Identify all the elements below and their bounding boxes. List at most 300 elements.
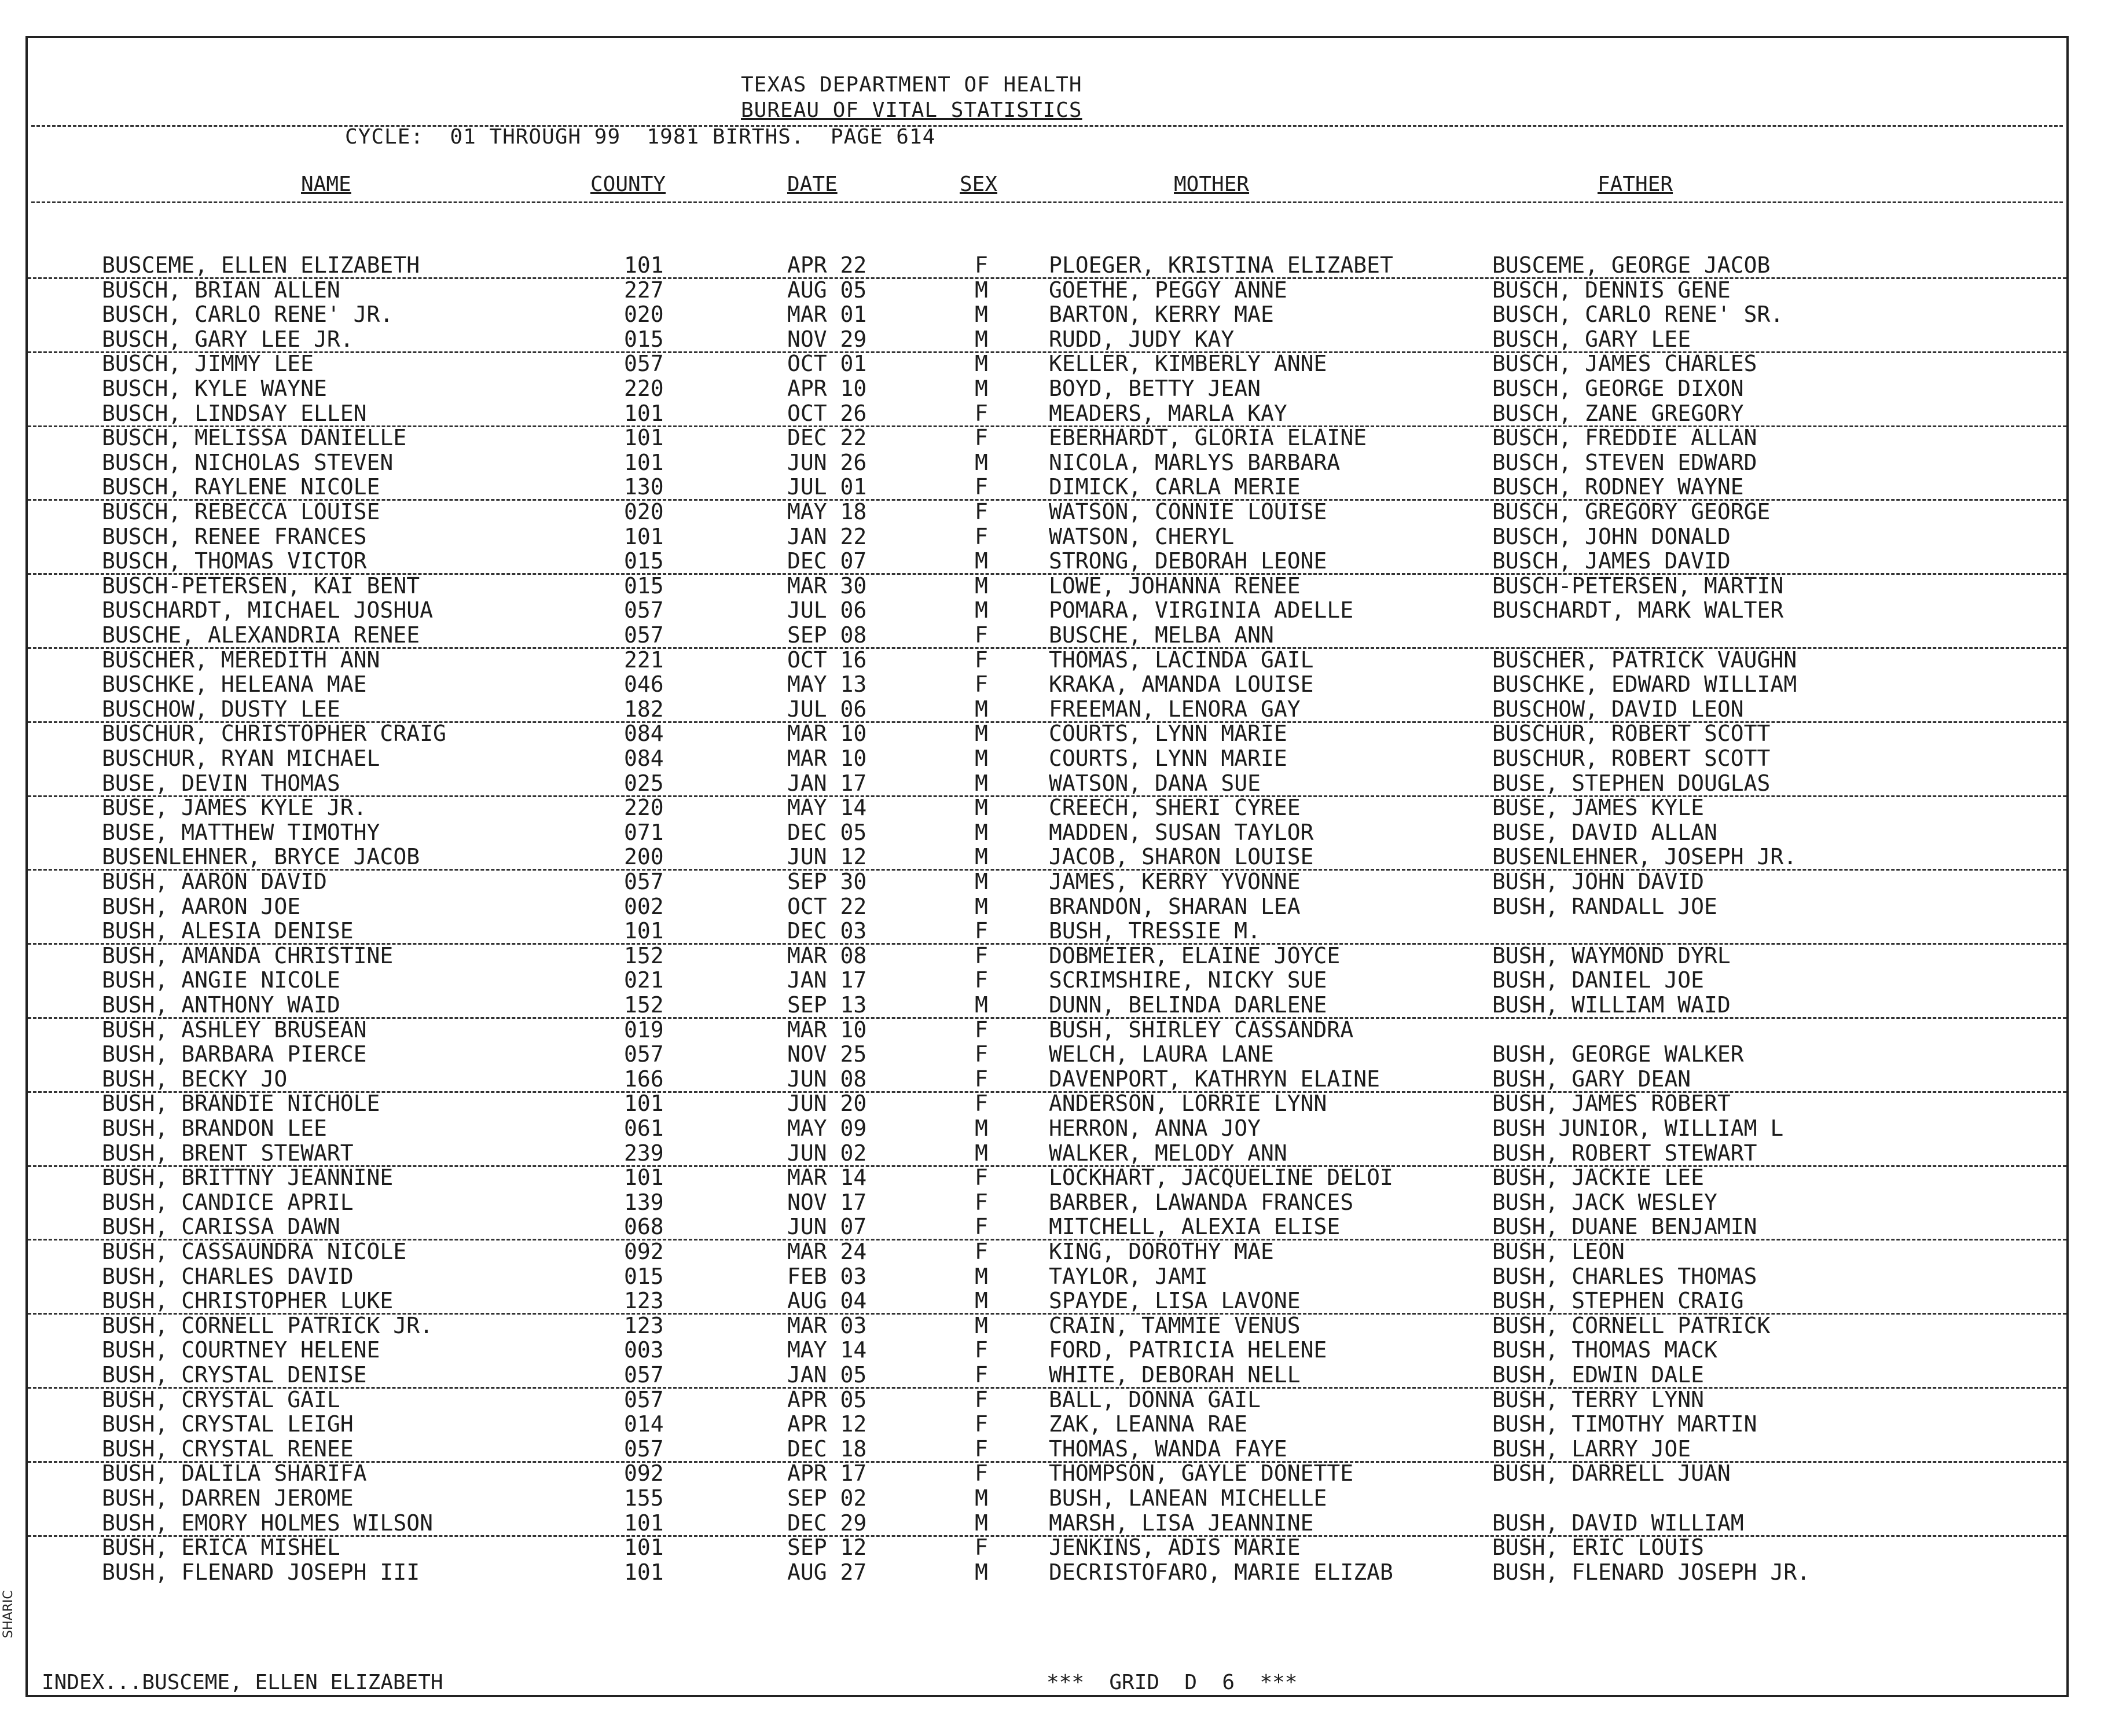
cell-county: 101 [624, 449, 664, 475]
cell-mother: MARSH, LISA JEANNINE [1049, 1510, 1314, 1536]
cell-father: BUSH, DANIEL JOE [1492, 967, 1705, 993]
cell-mother: BUSCHE, MELBA ANN [1049, 622, 1274, 648]
table-row [28, 401, 2066, 427]
cell-name: BUSH, BRANDON LEE [102, 1115, 327, 1141]
cell-county: 003 [624, 1337, 664, 1363]
cell-mother: WATSON, CHERYL [1049, 523, 1235, 549]
cell-mother: BARTON, KERRY MAE [1049, 302, 1274, 328]
table-row [28, 943, 2066, 968]
cell-father: BUSCH, FREDDIE ALLAN [1492, 425, 1757, 451]
table-row [28, 1041, 2066, 1066]
cell-mother: WATSON, DANA SUE [1049, 770, 1261, 796]
table-row [28, 820, 2066, 845]
cell-name: BUSCH, LINDSAY ELLEN [102, 400, 367, 426]
cell-county: 200 [624, 844, 664, 870]
cell-father: BUSCH, DENNIS GENE [1492, 277, 1731, 303]
table-row [28, 1165, 2066, 1190]
cell-date: NOV 25 [787, 1041, 867, 1067]
cell-mother: BARBER, LAWANDA FRANCES [1049, 1189, 1354, 1215]
cell-name: BUSE, JAMES KYLE JR. [102, 795, 367, 821]
cell-mother: STRONG, DEBORAH LEONE [1049, 548, 1327, 574]
cell-sex: F [975, 1411, 988, 1437]
cell-sex: M [975, 1263, 988, 1289]
cell-sex: F [975, 647, 988, 673]
cell-sex: M [975, 572, 988, 599]
column-divider [31, 201, 2063, 203]
table-row [28, 573, 2066, 598]
table-row [28, 450, 2066, 475]
cell-name: BUSCH, CARLO RENE' JR. [102, 302, 394, 328]
cell-mother: DOBMEIER, ELAINE JOYCE [1049, 942, 1341, 968]
cell-mother: EBERHARDT, GLORIA ELAINE [1049, 425, 1367, 451]
table-row [28, 696, 2066, 723]
cell-name: BUSH, BRITTNY JEANNINE [102, 1165, 394, 1191]
cell-name: BUSH, ASHLEY BRUSEAN [102, 1016, 367, 1043]
cell-county: 068 [624, 1214, 664, 1240]
cell-father: BUSCH, ZANE GREGORY [1492, 400, 1744, 426]
cell-county: 020 [624, 499, 664, 524]
cell-name: BUSH, ANTHONY WAID [102, 992, 340, 1018]
cell-date: OCT 26 [787, 400, 867, 426]
cell-father: BUSH, JOHN DAVID [1492, 869, 1705, 894]
table-row [28, 1510, 2066, 1537]
cell-father: BUSH, WAYMOND DYRL [1492, 942, 1731, 968]
table-row [28, 425, 2066, 450]
table-row [28, 1115, 2066, 1140]
col-date: DATE [787, 173, 838, 196]
cell-father: BUSH, WILLIAM WAID [1492, 992, 1731, 1018]
table-row [28, 1313, 2066, 1338]
cell-date: APR 22 [787, 252, 867, 278]
cell-name: BUSCH, JIMMY LEE [102, 351, 314, 377]
cell-name: BUSH, CASSAUNDRA NICOLE [102, 1239, 407, 1264]
cell-date: NOV 17 [787, 1189, 867, 1215]
cell-name: BUSH, CRYSTAL RENEE [102, 1436, 354, 1462]
table-row [28, 277, 2066, 302]
cell-county: 061 [624, 1115, 664, 1141]
cell-date: MAR 03 [787, 1312, 867, 1338]
cell-father: BUSH, THOMAS MACK [1492, 1337, 1717, 1363]
cell-mother: TAYLOR, JAMI [1049, 1263, 1208, 1289]
cell-father: BUSCH, GEORGE DIXON [1492, 376, 1744, 401]
cell-father: BUSH, JAMES ROBERT [1492, 1091, 1731, 1117]
cell-name: BUSH, FLENARD JOSEPH III [102, 1559, 420, 1585]
cell-mother: BUSH, SHIRLEY CASSANDRA [1049, 1016, 1354, 1043]
cell-county: 092 [624, 1239, 664, 1264]
cell-sex: F [975, 474, 988, 500]
cell-date: JUL 06 [787, 597, 867, 623]
cell-county: 057 [624, 1436, 664, 1462]
cell-father: BUSCHER, PATRICK VAUGHN [1492, 647, 1797, 673]
cell-sex: M [975, 326, 988, 352]
cell-name: BUSCHARDT, MICHAEL JOSHUA [102, 597, 433, 623]
cell-county: 101 [624, 425, 664, 451]
cell-date: JUN 07 [787, 1214, 867, 1240]
cell-mother: DECRISTOFARO, MARIE ELIZAB [1049, 1559, 1393, 1585]
cell-father: BUSH, JACKIE LEE [1492, 1165, 1705, 1191]
cell-sex: F [975, 1214, 988, 1240]
cell-date: DEC 05 [787, 819, 867, 845]
cell-father: BUSH, GARY DEAN [1492, 1066, 1691, 1092]
cell-father: BUSH JUNIOR, WILLIAM L [1492, 1115, 1784, 1141]
cell-sex: M [975, 1312, 988, 1338]
cell-county: 025 [624, 770, 664, 796]
cell-name: BUSE, DEVIN THOMAS [102, 770, 340, 796]
cell-sex: F [975, 1189, 988, 1215]
cell-father: BUSCHUR, ROBERT SCOTT [1492, 721, 1771, 747]
cell-date: SEP 12 [787, 1535, 867, 1561]
cell-father: BUSCH, RODNEY WAYNE [1492, 474, 1744, 500]
cell-county: 015 [624, 572, 664, 599]
cell-mother: FREEMAN, LENORA GAY [1049, 696, 1301, 722]
cell-father: BUSCH, CARLO RENE' SR. [1492, 302, 1784, 328]
table-row [28, 844, 2066, 871]
cell-father: BUSCEME, GEORGE JACOB [1492, 252, 1771, 278]
cell-mother: KELLER, KIMBERLY ANNE [1049, 351, 1327, 377]
cell-name: BUSH, AMANDA CHRISTINE [102, 942, 394, 968]
cell-father: BUSH, GEORGE WALKER [1492, 1041, 1744, 1067]
cell-date: AUG 27 [787, 1559, 867, 1585]
cell-county: 015 [624, 326, 664, 352]
table-row [28, 1091, 2066, 1115]
table-row [28, 302, 2066, 326]
cell-county: 057 [624, 597, 664, 623]
cell-sex: F [975, 1016, 988, 1043]
cell-father: BUSH, EDWIN DALE [1492, 1362, 1705, 1388]
cell-county: 182 [624, 696, 664, 722]
cell-name: BUSCHOW, DUSTY LEE [102, 696, 340, 722]
cell-name: BUSCH, BRIAN ALLEN [102, 277, 340, 303]
cell-county: 139 [624, 1189, 664, 1215]
cell-sex: F [975, 425, 988, 451]
cell-father: BUSCHUR, ROBERT SCOTT [1492, 746, 1771, 771]
cell-sex: M [975, 449, 988, 475]
table-row [28, 1214, 2066, 1240]
index-footer: INDEX...BUSCEME, ELLEN ELIZABETH [42, 1671, 443, 1694]
record-sheet [25, 36, 2069, 1697]
cell-county: 057 [624, 351, 664, 377]
cell-date: JAN 05 [787, 1362, 867, 1388]
cell-name: BUSCH, RENEE FRANCES [102, 523, 367, 549]
cell-sex: F [975, 671, 988, 698]
cell-mother: JENKINS, ADIS MARIE [1049, 1535, 1301, 1561]
cell-father: BUSENLEHNER, JOSEPH JR. [1492, 844, 1797, 870]
cell-name: BUSH, CRYSTAL LEIGH [102, 1411, 354, 1437]
cell-name: BUSH, DALILA SHARIFA [102, 1460, 367, 1487]
cell-sex: F [975, 1041, 988, 1067]
cell-sex: F [975, 1239, 988, 1264]
cell-county: 130 [624, 474, 664, 500]
cell-name: BUSH, CHARLES DAVID [102, 1263, 354, 1289]
cycle-line: CYCLE: 01 THROUGH 99 1981 BIRTHS. PAGE 614 [345, 125, 936, 149]
col-father: FATHER [1598, 173, 1673, 196]
cell-sex: M [975, 819, 988, 845]
cell-mother: BALL, DONNA GAIL [1049, 1386, 1261, 1412]
cell-mother: BUSH, LANEAN MICHELLE [1049, 1485, 1327, 1511]
cell-county: 019 [624, 1016, 664, 1043]
cell-father: BUSH, FLENARD JOSEPH JR. [1492, 1559, 1811, 1585]
cell-name: BUSCHUR, RYAN MICHAEL [102, 746, 380, 771]
cell-father: BUSCH, GREGORY GEORGE [1492, 499, 1771, 524]
cell-date: JUN 12 [787, 844, 867, 870]
cell-mother: WHITE, DEBORAH NELL [1049, 1362, 1301, 1388]
cell-mother: MITCHELL, ALEXIA ELISE [1049, 1214, 1341, 1240]
cell-county: 101 [624, 1559, 664, 1585]
cell-date: OCT 01 [787, 351, 867, 377]
table-row [28, 548, 2066, 575]
cell-name: BUSH, BARBARA PIERCE [102, 1041, 367, 1067]
cell-sex: F [975, 622, 988, 648]
cell-mother: RUDD, JUDY KAY [1049, 326, 1235, 352]
cell-mother: BUSH, TRESSIE M. [1049, 918, 1261, 944]
cell-father: BUSH, TIMOTHY MARTIN [1492, 1411, 1757, 1437]
cell-name: BUSCH, THOMAS VICTOR [102, 548, 367, 574]
cell-name: BUSH, CRYSTAL DENISE [102, 1362, 367, 1388]
cell-county: 101 [624, 1535, 664, 1561]
cell-name: BUSCH, GARY LEE JR. [102, 326, 354, 352]
cell-mother: ZAK, LEANNA RAE [1049, 1411, 1248, 1437]
table-row [28, 351, 2066, 376]
cell-father: BUSCHARDT, MARK WALTER [1492, 597, 1784, 623]
table-row [28, 1535, 2066, 1559]
cell-father: BUSH, CHARLES THOMAS [1492, 1263, 1757, 1289]
cell-name: BUSCH, MELISSA DANIELLE [102, 425, 407, 451]
cell-date: MAY 14 [787, 795, 867, 821]
cell-sex: M [975, 721, 988, 747]
cell-county: 015 [624, 548, 664, 574]
grid-footer: *** GRID D 6 *** [1047, 1671, 1298, 1694]
cell-date: SEP 02 [787, 1485, 867, 1511]
cell-sex: F [975, 1091, 988, 1117]
table-row [28, 1264, 2066, 1289]
table-row [28, 622, 2066, 649]
cell-sex: M [975, 795, 988, 821]
cell-father: BUSCH, JAMES DAVID [1492, 548, 1731, 574]
cell-date: SEP 13 [787, 992, 867, 1018]
cell-name: BUSH, CRYSTAL GAIL [102, 1386, 340, 1412]
cell-county: 101 [624, 1091, 664, 1117]
cell-date: MAY 13 [787, 671, 867, 698]
cell-name: BUSCH-PETERSEN, KAI BENT [102, 572, 420, 599]
cell-name: BUSCEME, ELLEN ELIZABETH [102, 252, 420, 278]
cell-county: 046 [624, 671, 664, 698]
cell-county: 155 [624, 1485, 664, 1511]
cell-sex: M [975, 844, 988, 870]
cell-county: 152 [624, 992, 664, 1018]
cell-father: BUSH, ROBERT STEWART [1492, 1140, 1757, 1166]
cell-father: BUSH, ERIC LOUIS [1492, 1535, 1705, 1561]
cell-father: BUSH, JACK WESLEY [1492, 1189, 1717, 1215]
table-row [28, 746, 2066, 770]
cell-date: JUN 02 [787, 1140, 867, 1166]
cell-mother: NICOLA, MARLYS BARBARA [1049, 449, 1341, 475]
cell-date: MAR 24 [787, 1239, 867, 1264]
cell-sex: M [975, 1559, 988, 1585]
table-row [28, 1288, 2066, 1315]
cell-date: MAY 18 [787, 499, 867, 524]
cell-father: BUSH, CORNELL PATRICK [1492, 1312, 1771, 1338]
cell-date: JUL 06 [787, 696, 867, 722]
cell-sex: F [975, 1362, 988, 1388]
cell-county: 123 [624, 1312, 664, 1338]
cell-mother: WALKER, MELODY ANN [1049, 1140, 1287, 1166]
cell-county: 014 [624, 1411, 664, 1437]
cell-mother: POMARA, VIRGINIA ADELLE [1049, 597, 1354, 623]
cell-mother: FORD, PATRICIA HELENE [1049, 1337, 1327, 1363]
cell-mother: WELCH, LAURA LANE [1049, 1041, 1274, 1067]
cell-date: OCT 16 [787, 647, 867, 673]
cell-sex: M [975, 770, 988, 796]
table-row [28, 597, 2066, 622]
cell-county: 101 [624, 1165, 664, 1191]
cell-date: DEC 03 [787, 918, 867, 944]
cell-name: BUSE, MATTHEW TIMOTHY [102, 819, 380, 845]
table-row [28, 252, 2066, 279]
cell-father: BUSCHKE, EDWARD WILLIAM [1492, 671, 1797, 698]
cell-name: BUSENLEHNER, BRYCE JACOB [102, 844, 420, 870]
cell-sex: F [975, 1460, 988, 1487]
cell-mother: THOMPSON, GAYLE DONETTE [1049, 1460, 1354, 1487]
cell-name: BUSCH, NICHOLAS STEVEN [102, 449, 394, 475]
cell-sex: M [975, 351, 988, 377]
cell-county: 101 [624, 252, 664, 278]
cell-mother: BOYD, BETTY JEAN [1049, 376, 1261, 401]
table-row [28, 326, 2066, 353]
cell-date: AUG 05 [787, 277, 867, 303]
table-row [28, 1460, 2066, 1485]
cell-county: 221 [624, 647, 664, 673]
cell-sex: F [975, 1386, 988, 1412]
cell-date: OCT 22 [787, 893, 867, 919]
cell-sex: F [975, 499, 988, 524]
cell-name: BUSCH, REBECCA LOUISE [102, 499, 380, 524]
table-row [28, 795, 2066, 820]
cell-date: DEC 18 [787, 1436, 867, 1462]
cell-mother: CREECH, SHERI CYREE [1049, 795, 1301, 821]
cell-sex: M [975, 277, 988, 303]
cell-mother: LOCKHART, JACQUELINE DELOI [1049, 1165, 1393, 1191]
cell-name: BUSH, ANGIE NICOLE [102, 967, 340, 993]
cell-name: BUSH, ERICA MISHEL [102, 1535, 340, 1561]
cell-father: BUSH, TERRY LYNN [1492, 1386, 1705, 1412]
cell-mother: COURTS, LYNN MARIE [1049, 746, 1287, 771]
cell-date: JUN 20 [787, 1091, 867, 1117]
cell-name: BUSH, COURTNEY HELENE [102, 1337, 380, 1363]
table-row [28, 1140, 2066, 1167]
table-row [28, 376, 2066, 401]
cell-county: 092 [624, 1460, 664, 1487]
cell-county: 084 [624, 746, 664, 771]
cell-name: BUSCHER, MEREDITH ANN [102, 647, 380, 673]
table-row [28, 894, 2066, 919]
cell-name: BUSH, ALESIA DENISE [102, 918, 354, 944]
cell-sex: M [975, 746, 988, 771]
table-row [28, 1066, 2066, 1093]
cell-name: BUSH, CARISSA DAWN [102, 1214, 340, 1240]
cell-county: 084 [624, 721, 664, 747]
cell-date: MAR 10 [787, 721, 867, 747]
table-row [28, 1485, 2066, 1510]
cell-sex: M [975, 1288, 988, 1314]
cell-date: JAN 22 [787, 523, 867, 549]
cell-date: MAY 09 [787, 1115, 867, 1141]
cell-father: BUSCH, JOHN DONALD [1492, 523, 1731, 549]
cell-mother: DIMICK, CARLA MERIE [1049, 474, 1301, 500]
cell-sex: M [975, 893, 988, 919]
cell-sex: M [975, 992, 988, 1018]
cell-date: JAN 17 [787, 770, 867, 796]
table-row [28, 1436, 2066, 1463]
cell-date: MAR 10 [787, 1016, 867, 1043]
cell-date: MAR 08 [787, 942, 867, 968]
cell-name: BUSCH, RAYLENE NICOLE [102, 474, 380, 500]
cell-father: BUSH, DUANE BENJAMIN [1492, 1214, 1757, 1240]
cell-date: DEC 22 [787, 425, 867, 451]
cell-sex: F [975, 1535, 988, 1561]
cell-mother: DAVENPORT, KATHRYN ELAINE [1049, 1066, 1380, 1092]
table-row [28, 967, 2066, 992]
table-row [28, 1411, 2066, 1436]
cell-father: BUSCH, STEVEN EDWARD [1492, 449, 1757, 475]
cell-mother: THOMAS, LACINDA GAIL [1049, 647, 1314, 673]
cell-date: SEP 30 [787, 869, 867, 894]
cell-date: NOV 29 [787, 326, 867, 352]
cell-mother: JACOB, SHARON LOUISE [1049, 844, 1314, 870]
cell-sex: M [975, 376, 988, 401]
cell-name: BUSH, BRANDIE NICHOLE [102, 1091, 380, 1117]
cell-mother: LOWE, JOHANNA RENEE [1049, 572, 1301, 599]
cell-father: BUSH, DARRELL JUAN [1492, 1460, 1731, 1487]
cell-date: AUG 04 [787, 1288, 867, 1314]
table-row [28, 869, 2066, 894]
cell-mother: MADDEN, SUSAN TAYLOR [1049, 819, 1314, 845]
cell-father: BUSH, STEPHEN CRAIG [1492, 1288, 1744, 1314]
col-sex: SEX [960, 173, 998, 196]
cell-father: BUSCH, GARY LEE [1492, 326, 1691, 352]
cell-sex: F [975, 918, 988, 944]
cell-date: JUN 26 [787, 449, 867, 475]
table-row [28, 671, 2066, 696]
cell-name: BUSH, AARON JOE [102, 893, 301, 919]
table-row [28, 1017, 2066, 1042]
cell-mother: SCRIMSHIRE, NICKY SUE [1049, 967, 1327, 993]
cell-sex: M [975, 302, 988, 328]
cell-date: JAN 17 [787, 967, 867, 993]
cell-sex: F [975, 523, 988, 549]
cell-mother: MEADERS, MARLA KAY [1049, 400, 1287, 426]
cell-sex: F [975, 252, 988, 278]
cell-father: BUSH, RANDALL JOE [1492, 893, 1717, 919]
cell-county: 057 [624, 869, 664, 894]
cell-mother: PLOEGER, KRISTINA ELIZABET [1049, 252, 1393, 278]
cell-date: JUN 08 [787, 1066, 867, 1092]
table-row [28, 647, 2066, 672]
cell-county: 002 [624, 893, 664, 919]
table-row [28, 474, 2066, 501]
cell-county: 057 [624, 1386, 664, 1412]
cell-county: 152 [624, 942, 664, 968]
cell-date: APR 05 [787, 1386, 867, 1412]
cell-county: 057 [624, 622, 664, 648]
cell-county: 021 [624, 967, 664, 993]
cell-date: MAR 01 [787, 302, 867, 328]
table-row [28, 992, 2066, 1019]
cell-father: BUSCH-PETERSEN, MARTIN [1492, 572, 1784, 599]
cell-county: 015 [624, 1263, 664, 1289]
cell-date: SEP 08 [787, 622, 867, 648]
cell-father: BUSCH, JAMES CHARLES [1492, 351, 1757, 377]
cell-father: BUSCHOW, DAVID LEON [1492, 696, 1744, 722]
